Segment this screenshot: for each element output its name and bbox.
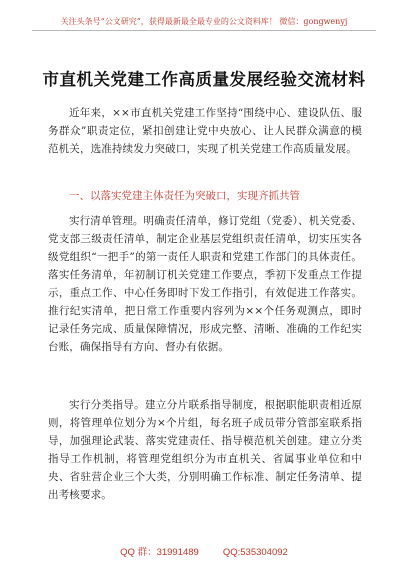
footer-contact <box>0 544 408 558</box>
section-heading-1: 一、以落实党建主体责任为突破口，实现齐抓共管 <box>69 190 300 202</box>
header-divider <box>32 30 376 31</box>
body-paragraph-guidance: 实行分类指导。建立分片联系指导制度，根据职能职责相近原则，将管理单位划分为×个片组，每名班子成员带分管部室联系指导，加强理论武装、落实党建责任、指导模范机关创建。建立分类指导工作机制，将管理党组织分为市直机关、省属事业单位和中央、省驻营企业三个大类，分别明确工作标准、制定任务清单、提出考核要求。 <box>48 399 362 501</box>
body-paragraph-checklist: 实行清单管理。明确责任清单，修订党组（党委）、机关党委、党支部三级责任清单，制定企业基层党组织责任清单，切实压实各级党组织“一把手”的第一责任人职责和党建工作部门的具体责任。落实任务清单，年初制订机关党建工作要点，季初下发重点工作提示，重点工作、中心任务即时下发工作指引，有效促进工作落实。推行纪实清单，把日常工作重要内容列为××个任务观测点，即时记录任务完成、质量保障情况，形成完整、清晰、准确的工作纪实台账，确保指导有方向、督办有依据。 <box>48 215 362 353</box>
document-title: 市直机关党建工作高质量发展经验交流材料 <box>42 70 366 89</box>
footer-qq-group: QQ 群：31991489 <box>120 547 199 558</box>
header-banner: 关注头条号“公文研究”，获得最新最全最专业的公文资料库！ 微信：gongwenyj <box>60 17 348 26</box>
intro-paragraph: 近年来，××市直机关党建工作坚持“围绕中心、建设队伍、服务群众”职责定位，紧扣创建让党中央放心、让人民群众满意的模范机关，选准持续发力突破口，实现了机关党建工作高质量发展。 <box>48 107 362 155</box>
footer-qq: QQ:535304092 <box>222 547 288 558</box>
